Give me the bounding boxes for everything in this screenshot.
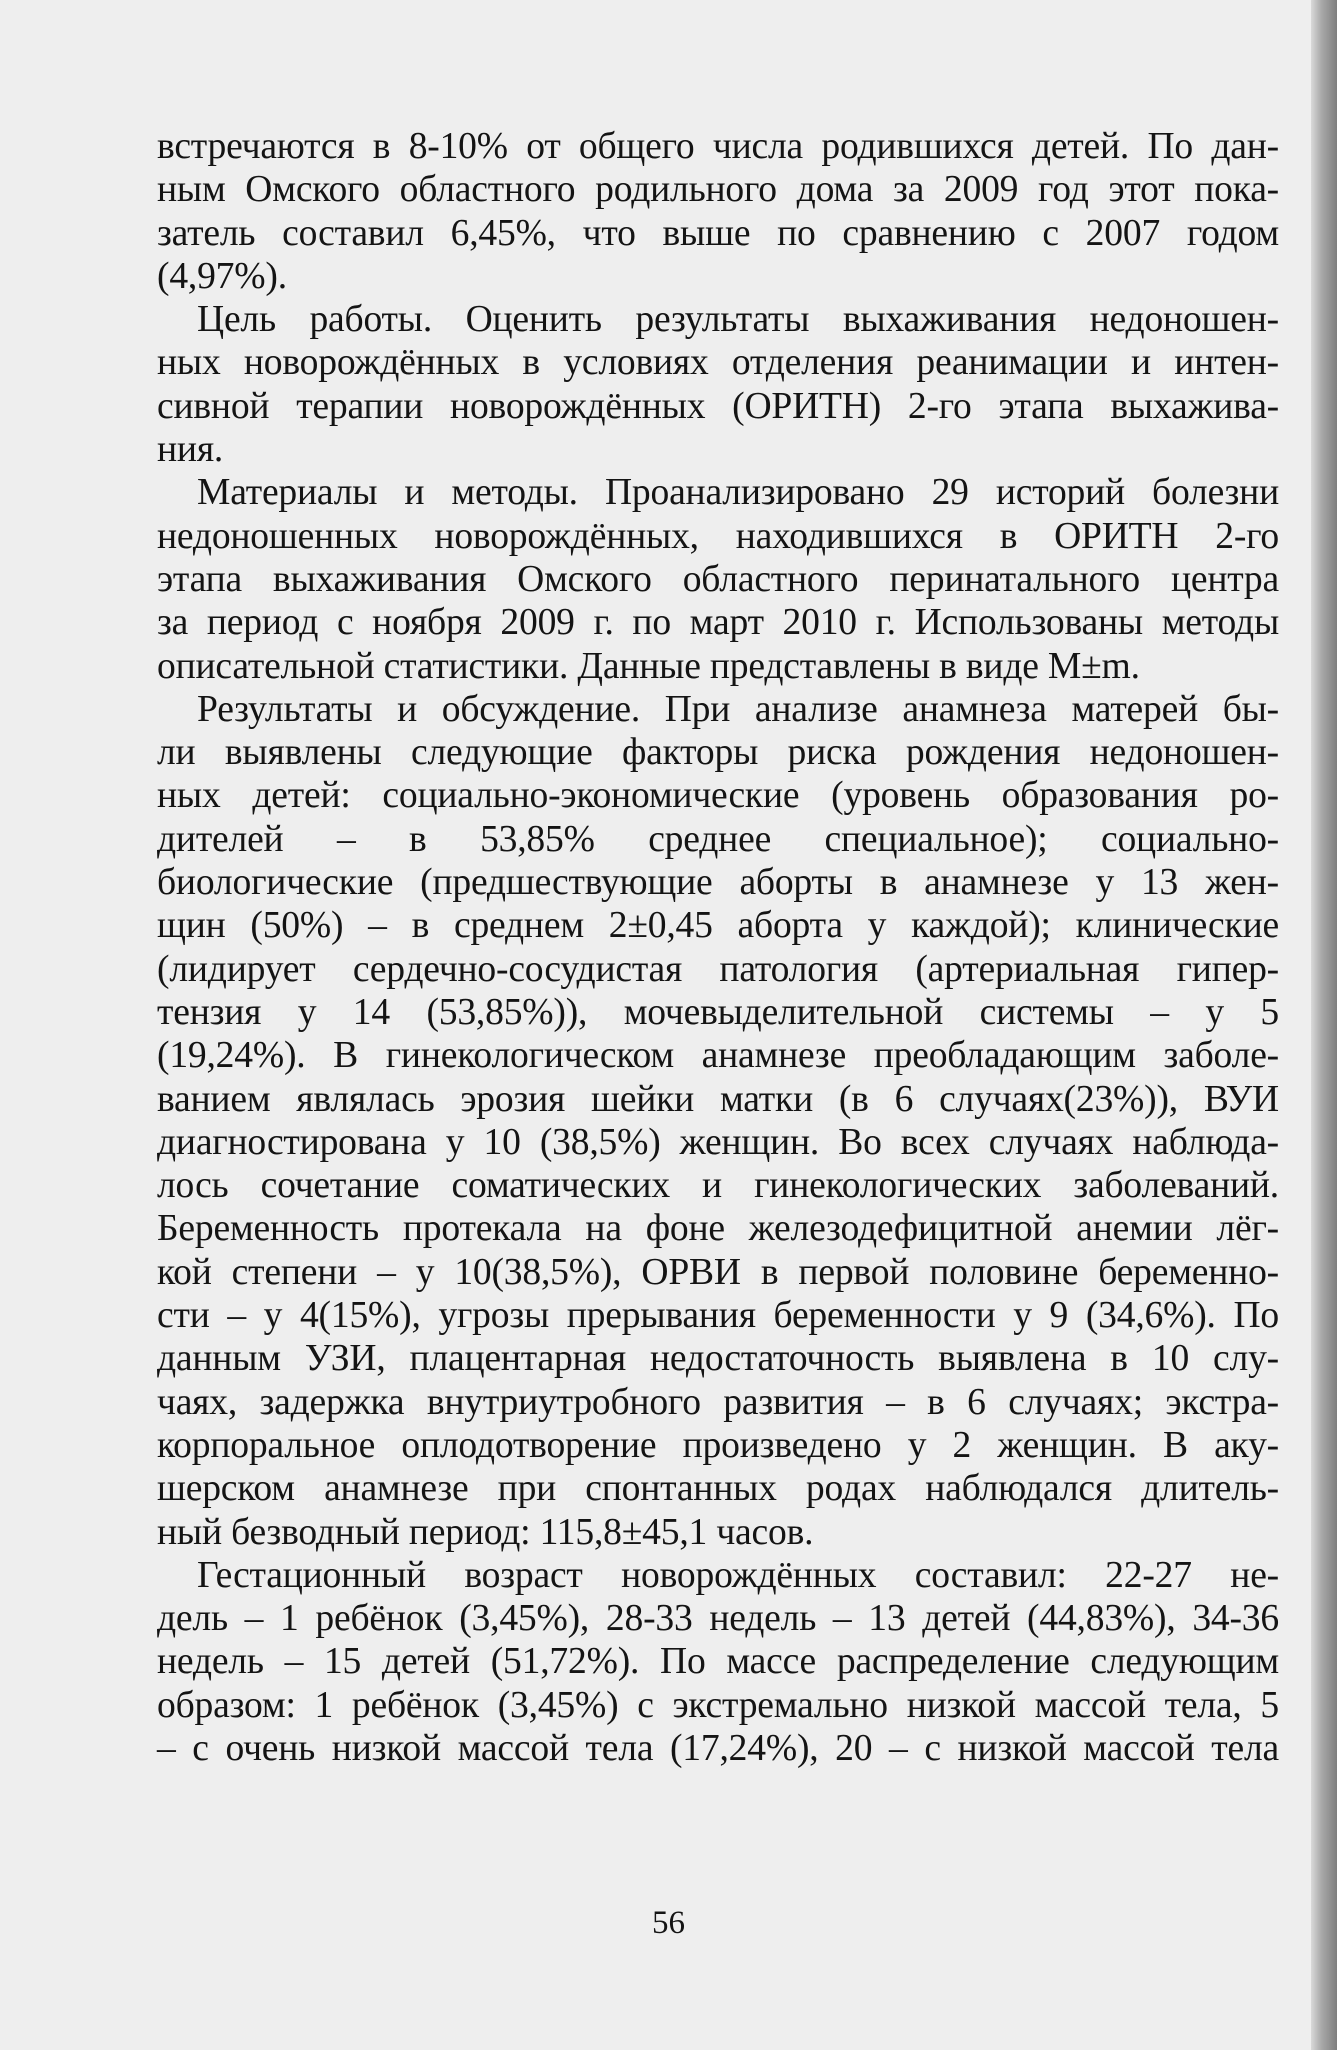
- text-line: кой степени – у 10(38,5%), ОРВИ в первой половине беременно-: [157, 1251, 1279, 1293]
- text-line: Цель работы. Оценить результаты выхаживания недоношен-: [197, 299, 1279, 341]
- text-line: Гестационный возраст новорождённых составил: 22-27 не-: [197, 1554, 1279, 1596]
- text-line: недель – 15 детей (51,72%). По массе распределение следующим: [157, 1641, 1279, 1683]
- text-line: затель составил 6,45%, что выше по сравнению с 2007 годом: [157, 212, 1279, 254]
- text-line: лось сочетание соматических и гинекологических заболеваний.: [157, 1165, 1279, 1207]
- page-edge-shadow: [1311, 0, 1337, 2050]
- text-line: корпоральное оплодотворение произведено у 2 женщин. В аку-: [157, 1424, 1279, 1466]
- text-line: Материалы и методы. Проанализировано 29 историй болезни: [197, 472, 1279, 514]
- text-line: дителей – в 53,85% среднее специальное); социально-: [157, 818, 1279, 860]
- text-line: тензия у 14 (53,85%)), мочевыделительной системы – у 5: [157, 991, 1279, 1033]
- paragraph: [157, 471, 1279, 687]
- text-line: щин (50%) – в среднем 2±0,45 аборта у каждой); клинические: [157, 905, 1279, 947]
- text-line: биологические (предшествующие аборты в анамнезе у 13 жен-: [157, 862, 1279, 904]
- paragraph: [157, 298, 1279, 471]
- text-line: недоношенных новорождённых, находившихся в ОРИТН 2-го: [157, 515, 1279, 557]
- page-number: 56: [652, 1905, 685, 1941]
- text-line: ния.: [157, 429, 224, 471]
- text-line: (4,97%).: [157, 255, 287, 297]
- text-line: образом: 1 ребёнок (3,45%) с экстремально низкой массой тела, 5: [157, 1684, 1279, 1726]
- text-line: диагностирована у 10 (38,5%) женщин. Во всех случаях наблюда-: [157, 1121, 1279, 1163]
- text-line: встречаются в 8-10% от общего числа родившихся детей. По дан-: [157, 126, 1279, 167]
- text-line: за период с ноября 2009 г. по март 2010 г. Использованы методы: [157, 602, 1279, 644]
- paragraph: [157, 125, 1279, 298]
- text-line: ных детей: социально-экономические (уровень образования ро-: [157, 775, 1279, 817]
- text-line: – с очень низкой массой тела (17,24%), 20 – с низкой массой тела: [157, 1727, 1279, 1769]
- text-line: ный безводный период: 115,8±45,1 часов.: [157, 1511, 814, 1553]
- text-line: (19,24%). В гинекологическом анамнезе преобладающим заболе-: [157, 1035, 1279, 1077]
- paragraph: [157, 688, 1279, 1554]
- text-line: данным УЗИ, плацентарная недостаточность выявлена в 10 слу-: [157, 1338, 1279, 1380]
- paragraph: [157, 1554, 1279, 1770]
- text-line: шерском анамнезе при спонтанных родах наблюдался длитель-: [157, 1468, 1279, 1510]
- text-line: ли выявлены следующие факторы риска рождения недоношен-: [157, 732, 1279, 774]
- text-line: Результаты и обсуждение. При анализе анамнеза матерей бы-: [197, 688, 1279, 730]
- text-line: (лидирует сердечно-сосудистая патология (артериальная гипер-: [157, 948, 1279, 990]
- text-line: ным Омского областного родильного дома за 2009 год этот пока-: [157, 169, 1279, 211]
- text-line: ных новорождённых в условиях отделения реанимации и интен-: [157, 342, 1279, 384]
- text-line: описательной статистики. Данные представлены в виде M±m.: [157, 645, 1140, 687]
- text-line: Беременность протекала на фоне железодефицитной анемии лёг-: [157, 1208, 1279, 1250]
- text-line: сивной терапии новорождённых (ОРИТН) 2-го этапа выхажива-: [157, 385, 1279, 427]
- text-line: дель – 1 ребёнок (3,45%), 28-33 недель – 13 детей (44,83%), 34-36: [157, 1598, 1279, 1640]
- text-line: чаях, задержка внутриутробного развития – в 6 случаях; экстра-: [157, 1381, 1279, 1423]
- body-text: [157, 125, 1279, 1770]
- text-line: сти – у 4(15%), угрозы прерывания беременности у 9 (34,6%). По: [157, 1295, 1279, 1337]
- text-line: этапа выхаживания Омского областного перинатального центра: [157, 558, 1279, 600]
- text-line: ванием являлась эрозия шейки матки (в 6 случаях(23%)), ВУИ: [157, 1078, 1279, 1120]
